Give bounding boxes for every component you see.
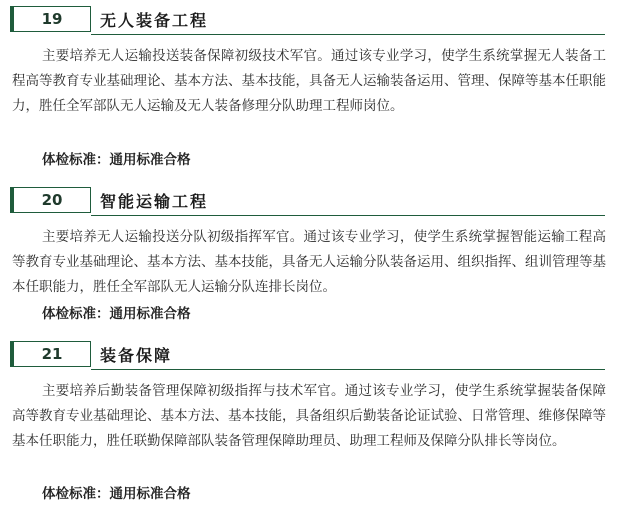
major-header <box>10 187 605 217</box>
header-divider <box>91 215 605 216</box>
header-divider <box>91 369 605 370</box>
major-description: 主要培养无人运输投送分队初级指挥军官。通过该专业学习，使学生系统掌握智能运输工程高等教育专业基础理论、基本方法、基本技能，具备无人运输分队装备运用、组织指挥、组训管理等基本任职能力，胜任全军部队无人运输分队连排长岗位。 <box>12 229 606 295</box>
physical-exam-standard: 体检标准：通用标准合格 <box>42 306 191 322</box>
major-title: 无人装备工程 <box>100 11 209 30</box>
major-header <box>10 341 605 371</box>
major-description: 主要培养无人运输投送装备保障初级技术军官。通过该专业学习，使学生系统掌握无人装备工程高等教育专业基础理论、基本方法、基本技能，具备无人运输装备运用、管理、保障等基本任职能力，胜任全军部队无人运输及无人装备修理分队助理工程师岗位。 <box>12 48 606 114</box>
major-title: 智能运输工程 <box>100 192 209 211</box>
major-title: 装备保障 <box>100 346 173 365</box>
header-divider <box>91 34 605 35</box>
major-section <box>0 6 618 176</box>
physical-exam-standard: 体检标准：通用标准合格 <box>42 152 191 168</box>
major-section <box>0 341 618 531</box>
major-number-badge: 21 <box>10 341 91 367</box>
major-number-badge: 19 <box>10 6 91 32</box>
major-number-badge: 20 <box>10 187 91 213</box>
physical-exam-standard: 体检标准：通用标准合格 <box>42 486 191 502</box>
major-description: 主要培养后勤装备管理保障初级指挥与技术军官。通过该专业学习，使学生系统掌握装备保障高等教育专业基础理论、基本方法、基本技能，具备组织后勤装备论证试验、日常管理、维修保障等基本任职能力，胜任联勤保障部队装备管理保障助理员、助理工程师及保障分队排长等岗位。 <box>12 383 606 449</box>
major-header <box>10 6 605 36</box>
major-section <box>0 187 618 332</box>
